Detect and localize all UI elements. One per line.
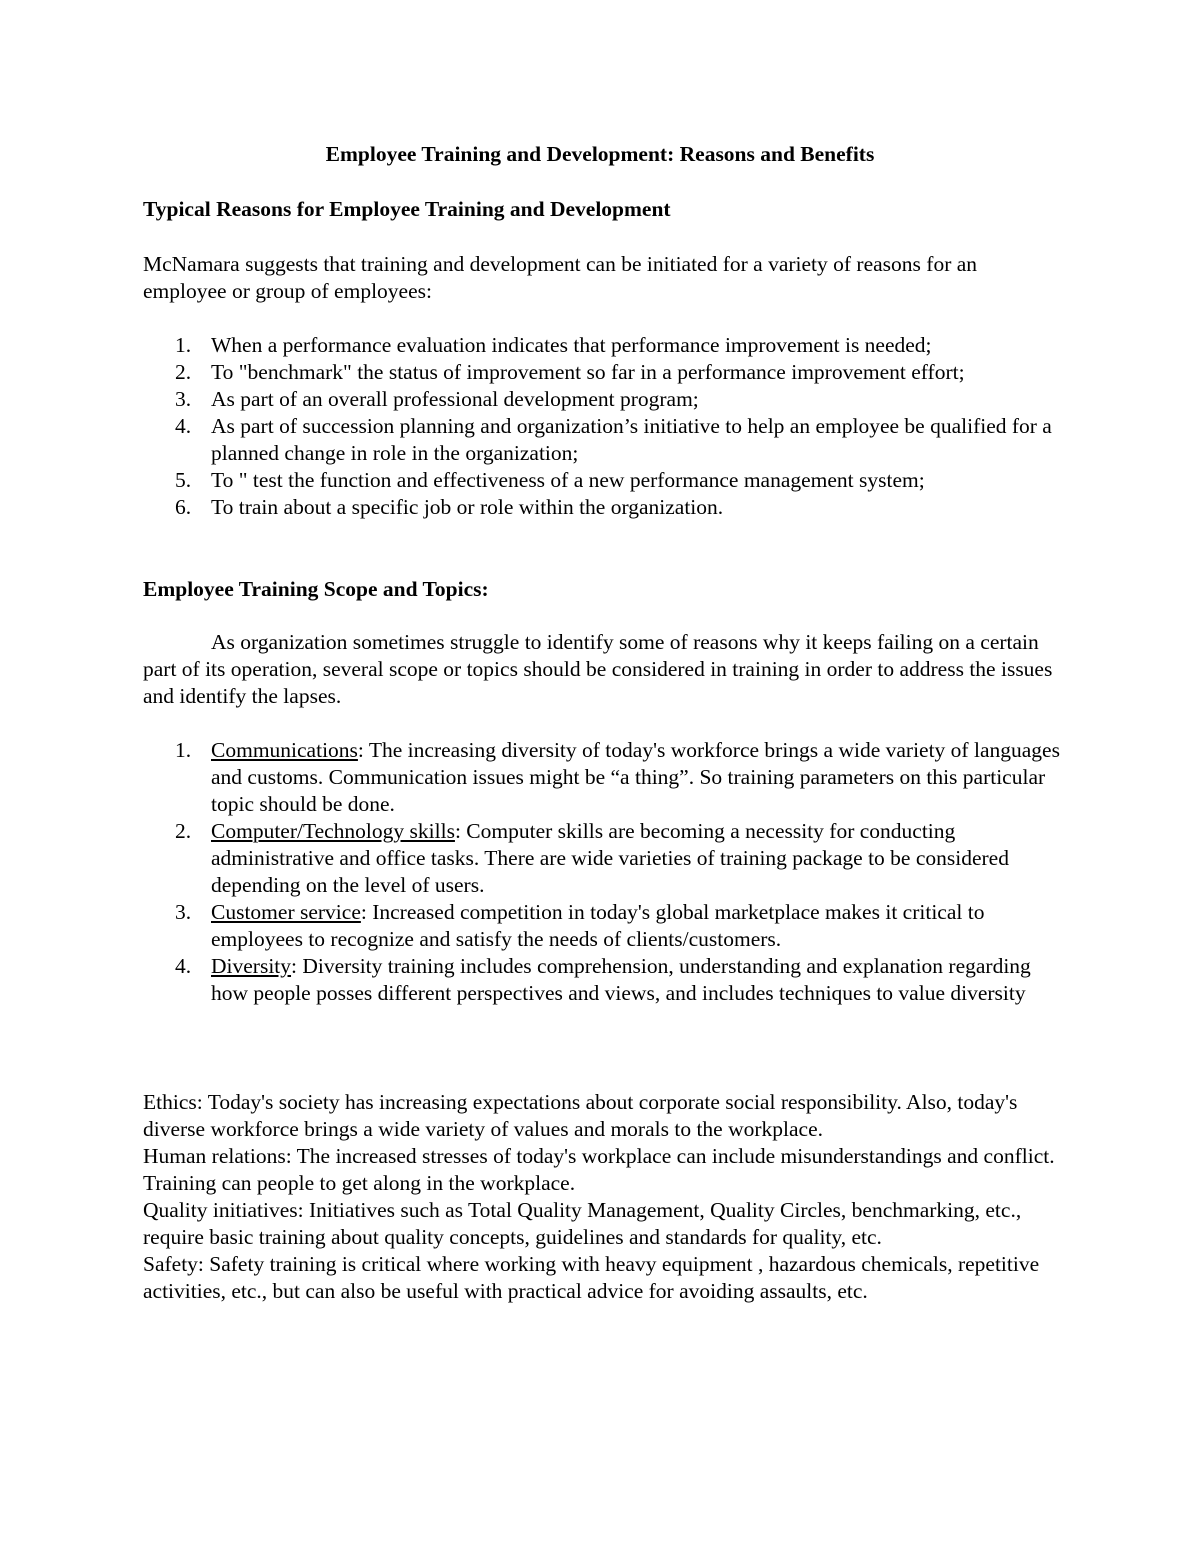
human-relations-paragraph: Human relations: The increased stresses of today's workplace can include misunderstandings and conflict. Training can people to get along in the workplace. [143,1144,1055,1195]
list-number: 4. [175,414,192,438]
section1-heading: Typical Reasons for Employee Training and Development [143,197,671,221]
list-item-text: To "benchmark" the status of improvement so far in a performance improvement effort; [211,360,965,384]
list-item [143,494,1063,521]
topic-term: Diversity [211,954,292,978]
list-item-text: When a performance evaluation indicates that performance improvement is needed; [211,333,932,357]
list-item [143,332,1063,359]
list-number: 1. [175,738,192,762]
list-item-text: To train about a specific job or role within the organization. [211,495,724,519]
topic-description: : Diversity training includes comprehension, understanding and explanation regarding how people posses different perspectives and views, and includes techniques to value diversity [211,954,1031,1005]
list-item [143,467,1063,494]
topic-description: : The increasing diversity of today's workforce brings a wide variety of languages and customs. Communication issues might be “a thing”. So training parameters on this particular topic should be done. [211,738,1060,816]
list-number: 3. [175,387,192,411]
section2-heading: Employee Training Scope and Topics: [143,577,489,601]
list-number: 3. [175,900,192,924]
list-number: 6. [175,495,192,519]
topic-term: Customer service [211,900,361,924]
list-item [143,386,1063,413]
topic-description: : Computer skills are becoming a necessity for conducting administrative and office tasks. There are wide varieties of training package to be considered depending on the level of users. [211,819,1009,897]
list-number: 2. [175,819,192,843]
list-item [143,359,1063,386]
list-number: 4. [175,954,192,978]
topics-list [143,737,1063,1007]
list-item [143,737,1063,818]
additional-topics [143,1089,1063,1305]
list-item-text: As part of an overall professional development program; [211,387,699,411]
list-item [143,818,1063,899]
topic-term: Computer/Technology skills [211,819,455,843]
section1-intro: McNamara suggests that training and development can be initiated for a variety of reasons for an employee or group of employees: [143,252,978,303]
list-number: 5. [175,468,192,492]
list-item [143,953,1063,1007]
quality-paragraph: Quality initiatives: Initiatives such as Total Quality Management, Quality Circles, benchmarking, etc., require basic training about quality concepts, guidelines and standards for quality, etc. [143,1198,1022,1249]
ethics-paragraph: Ethics: Today's society has increasing expectations about corporate social responsibility. Also, today's diverse workforce brings a wide variety of values and morals to the workplace. [143,1090,1018,1141]
list-item [143,413,1063,467]
safety-paragraph: Safety: Safety training is critical where working with heavy equipment , hazardous chemicals, repetitive activities, etc., but can also be useful with practical advice for avoiding assaults, etc. [143,1252,1040,1303]
list-number: 2. [175,360,192,384]
topic-term: Communications [211,738,358,762]
section2-intro: As organization sometimes struggle to identify some of reasons why it keeps failing on a certain part of its operation, several scope or topics should be considered in training in order to address the issues and identify the lapses. [143,630,1053,708]
list-item-text: To " test the function and effectiveness of a new performance management system; [211,468,925,492]
document-title: Employee Training and Development: Reasons and Benefits [325,142,875,166]
topic-description: : Increased competition in today's global marketplace makes it critical to employees to recognize and satisfy the needs of clients/customers. [211,900,985,951]
list-number: 1. [175,333,192,357]
list-item-text: As part of succession planning and organization’s initiative to help an employee be qualified for a planned change in role in the organization; [211,414,1052,465]
list-item [143,899,1063,953]
reasons-list [143,332,1063,521]
